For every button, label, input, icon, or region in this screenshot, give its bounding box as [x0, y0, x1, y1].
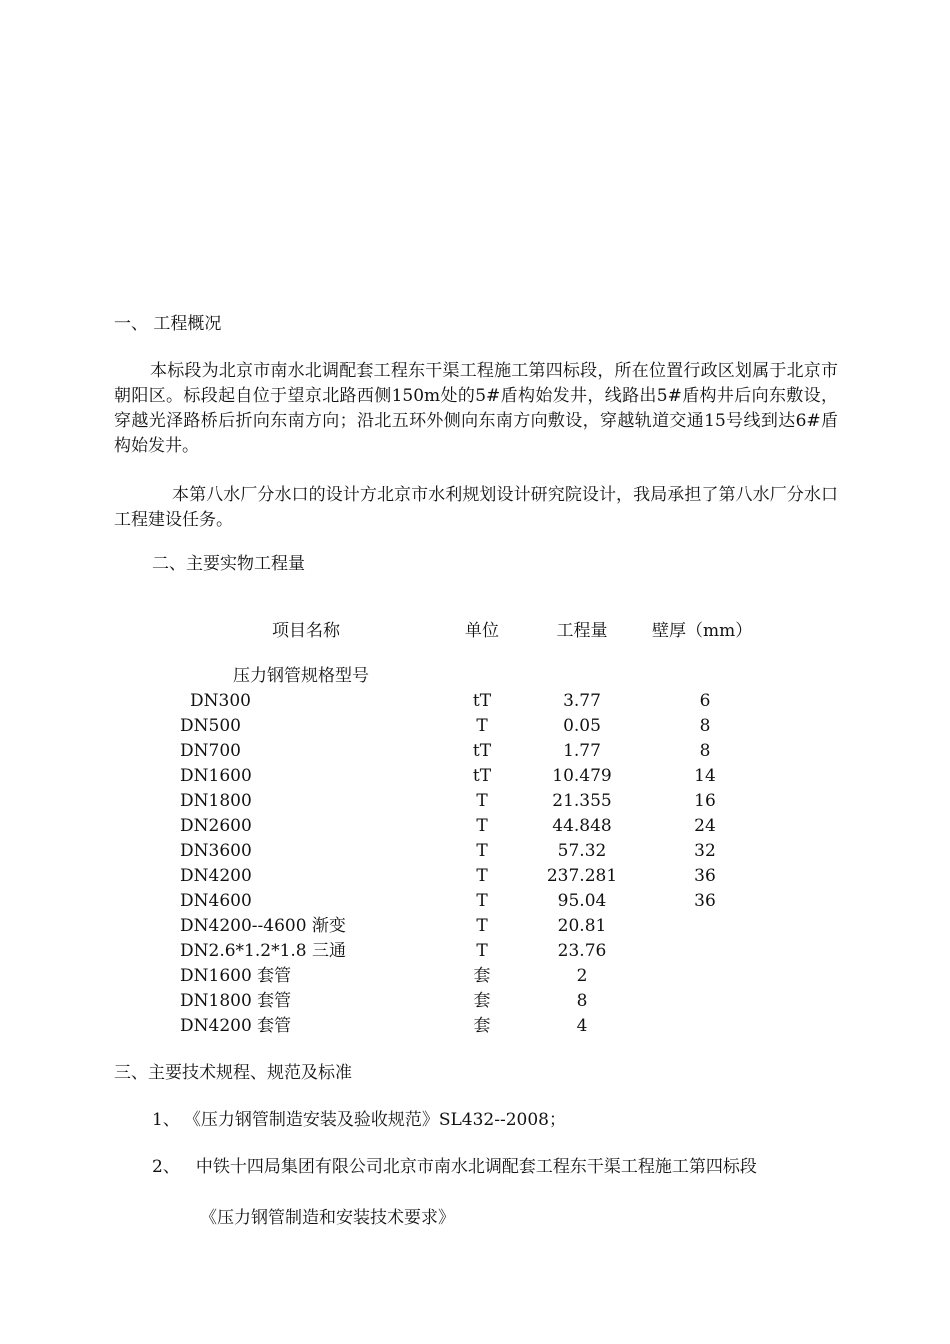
cell-quantity: 21.355	[552, 791, 612, 811]
cell-name: DN1800 套管	[180, 991, 292, 1011]
cell-unit: T	[476, 816, 488, 836]
table-row	[0, 1014, 950, 1039]
reference-number: 1、	[152, 1110, 180, 1130]
reference-item-2	[152, 1155, 757, 1180]
cell-thickness: 32	[694, 841, 716, 861]
header-quantity: 工程量	[556, 621, 608, 641]
table-row	[0, 764, 950, 789]
section1-paragraph-2: 本第八水厂分水口的设计方北京市水利规划设计研究院设计，我局承担了第八水厂分水口工程建设任务。	[114, 485, 838, 530]
reference-text: 中铁十四局集团有限公司北京市南水北调配套工程东干渠工程施工第四标段	[195, 1157, 757, 1177]
cell-quantity: 10.479	[552, 766, 612, 786]
table-group-label: 压力钢管规格型号	[233, 666, 369, 686]
cell-thickness: 8	[699, 741, 711, 761]
reference-text: 《压力钢管制造安装及验收规范》SL432--2008；	[183, 1110, 566, 1130]
cell-unit: 套	[473, 1016, 491, 1036]
cell-thickness: 36	[694, 891, 716, 911]
cell-quantity: 4	[576, 1016, 588, 1036]
section3-heading: 三、主要技术规程、规范及标准	[114, 1063, 352, 1083]
header-unit: 单位	[465, 621, 499, 641]
table-header-row	[0, 619, 950, 644]
table-row	[0, 864, 950, 889]
cell-name: DN1600 套管	[180, 966, 292, 986]
cell-name: DN4200	[180, 866, 252, 886]
cell-name: DN2.6*1.2*1.8 三通	[180, 941, 347, 961]
cell-name: DN500	[180, 716, 241, 736]
cell-unit: T	[476, 941, 488, 961]
cell-quantity: 237.281	[546, 866, 618, 886]
cell-thickness: 14	[694, 766, 716, 786]
table-row	[0, 789, 950, 814]
table-row	[0, 814, 950, 839]
table-row	[0, 689, 950, 714]
header-name: 项目名称	[272, 621, 340, 641]
cell-quantity: 0.05	[563, 716, 601, 736]
cell-unit: T	[476, 891, 488, 911]
section2-heading: 二、主要实物工程量	[152, 554, 305, 574]
cell-unit: tT	[472, 741, 492, 761]
cell-quantity: 8	[576, 991, 588, 1011]
cell-unit: tT	[472, 766, 492, 786]
cell-quantity: 44.848	[552, 816, 612, 836]
cell-unit: T	[476, 716, 488, 736]
header-thickness: 壁厚（mm）	[652, 621, 753, 641]
cell-quantity: 57.32	[557, 841, 607, 861]
cell-thickness: 8	[699, 716, 711, 736]
table-row	[0, 989, 950, 1014]
cell-name: DN1600	[180, 766, 252, 786]
cell-name: DN2600	[180, 816, 252, 836]
cell-quantity: 23.76	[557, 941, 607, 961]
cell-quantity: 1.77	[563, 741, 601, 761]
cell-quantity: 95.04	[557, 891, 607, 911]
table-row	[0, 964, 950, 989]
cell-unit: tT	[472, 691, 492, 711]
cell-name: DN1800	[180, 791, 252, 811]
cell-name: DN4600	[180, 891, 252, 911]
reference-item-2-continuation: 《压力钢管制造和安装技术要求》	[200, 1208, 455, 1228]
cell-name: DN4200--4600 渐变	[180, 916, 346, 936]
table-row	[0, 914, 950, 939]
cell-unit: T	[476, 791, 488, 811]
table-row	[0, 714, 950, 739]
reference-item-1	[152, 1108, 566, 1133]
cell-thickness: 24	[694, 816, 716, 836]
cell-thickness: 6	[699, 691, 711, 711]
cell-quantity: 3.77	[563, 691, 601, 711]
table-row	[0, 939, 950, 964]
section1-paragraph-1: 本标段为北京市南水北调配套工程东干渠工程施工第四标段，所在位置行政区划属于北京市 朝阳区。标段起自位于望京北路西侧150m处的5#盾构始发井，线路出5#盾构井后向东敷设，穿越光泽路桥后折向东南方向；沿北五环外侧向东南方向敷设，穿越轨道交通15号线到达6#盾构始发井。	[114, 361, 838, 456]
cell-quantity: 20.81	[557, 916, 607, 936]
cell-unit: T	[476, 916, 488, 936]
table-row	[0, 739, 950, 764]
cell-name: DN4200 套管	[180, 1016, 292, 1036]
cell-quantity: 2	[576, 966, 588, 986]
cell-unit: 套	[473, 991, 491, 1011]
cell-unit: 套	[473, 966, 491, 986]
table-row	[0, 889, 950, 914]
cell-name: DN700	[180, 741, 241, 761]
reference-number: 2、	[152, 1157, 180, 1177]
cell-name: DN3600	[180, 841, 252, 861]
cell-unit: T	[476, 866, 488, 886]
section1-heading: 一、 工程概况	[114, 314, 222, 334]
cell-thickness: 16	[694, 791, 716, 811]
cell-unit: T	[476, 841, 488, 861]
cell-name: DN300	[190, 691, 251, 711]
table-row	[0, 839, 950, 864]
cell-thickness: 36	[694, 866, 716, 886]
